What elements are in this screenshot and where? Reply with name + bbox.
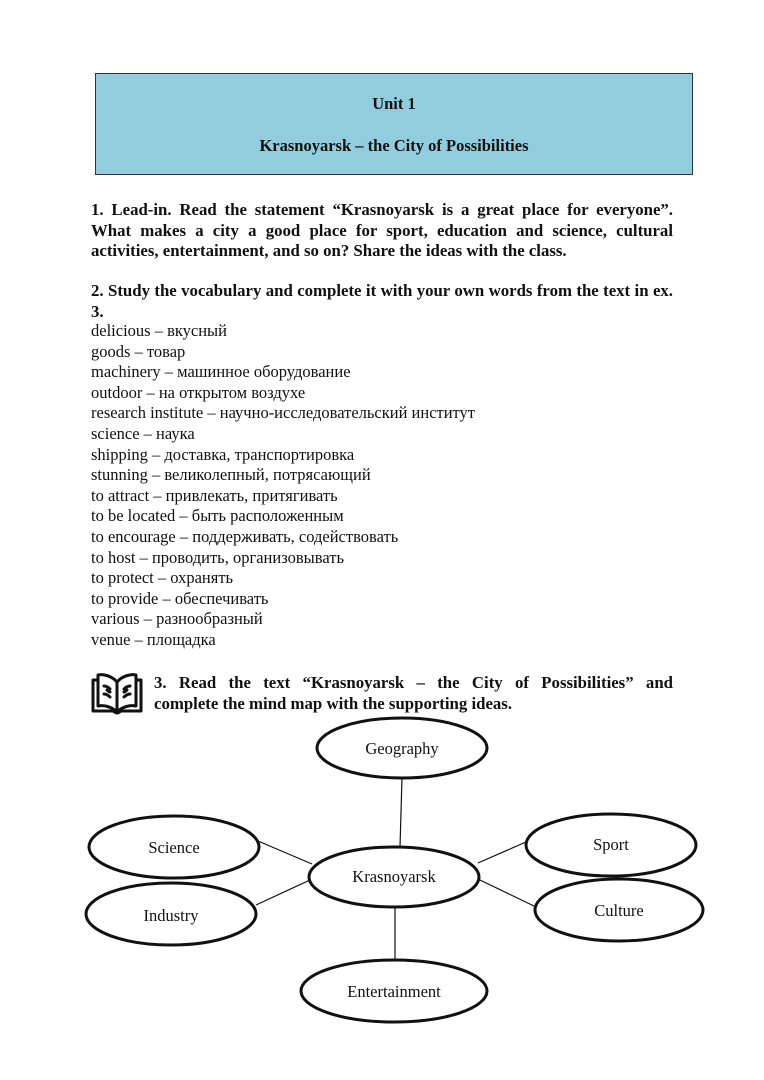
unit-number: Unit 1 [372,94,416,113]
node-science[interactable] [89,816,259,878]
node-label-science: Science [148,838,200,857]
open-book-icon [90,670,144,716]
node-label-sport: Sport [593,835,629,854]
node-entertainment[interactable] [301,960,487,1022]
node-geography[interactable] [317,718,487,778]
unit-title-box [95,73,693,175]
node-sport[interactable] [526,814,696,876]
node-industry[interactable] [86,883,256,945]
vocab-item: goods – товар [91,341,186,361]
task-2-instructions: 2. Study the vocabulary and complete it with your own words from the text in ex. 3. [91,281,673,321]
node-label-industry: Industry [143,906,199,925]
vocab-item: venue – площадка [91,629,216,649]
node-center-krasnoyarsk[interactable] [309,847,479,907]
unit-title: Krasnoyarsk – the City of Possibilities [259,136,529,155]
vocab-item: outdoor – на открытом воздухе [91,382,306,402]
node-label-center: Krasnoyarsk [352,867,436,886]
connector-sport [478,842,526,863]
vocab-item: to host – проводить, организовывать [91,547,344,567]
vocab-item: to provide – обеспечивать [91,588,269,608]
vocab-item: to attract – привлекать, притягивать [91,485,338,505]
task-3-line-1: 3. Read the text “Krasnoyarsk – the City of Possibilities” and [154,673,673,692]
vocab-item: to protect – охранять [91,568,234,588]
vocab-item: to encourage – поддерживать, содействовать [91,526,399,546]
vocab-item: stunning – великолепный, потрясающий [91,465,371,485]
node-label-entertainment: Entertainment [347,982,441,1001]
vocab-item: machinery – машинное оборудование [91,362,351,382]
task-3-line-2: complete the mind map with the supporting ideas. [154,693,513,713]
vocab-item: various – разнообразный [91,609,263,629]
vocab-item: to be located – быть расположенным [91,506,344,526]
vocab-item: research institute – научно-исследовательский институт [91,403,476,423]
connector-science [258,841,312,864]
node-label-culture: Culture [594,901,644,920]
task-3-instructions [154,673,673,714]
connector-culture [480,880,536,907]
vocab-item: science – наука [91,423,195,443]
connector-industry [256,880,310,905]
connector-geography [400,778,402,847]
vocab-item: delicious – вкусный [91,321,227,340]
node-label-geography: Geography [365,739,439,758]
vocab-item: shipping – доставка, транспортировка [91,444,355,464]
vocabulary-list [91,321,475,651]
node-culture[interactable] [535,879,703,941]
task-1-lead-in: 1. Lead-in. Read the statement “Krasnoyarsk is a great place for everyone”. What makes a city a good place for sport, education and science, cultural activities, entertainment, and so on? Share the ideas with the class. [91,200,673,260]
